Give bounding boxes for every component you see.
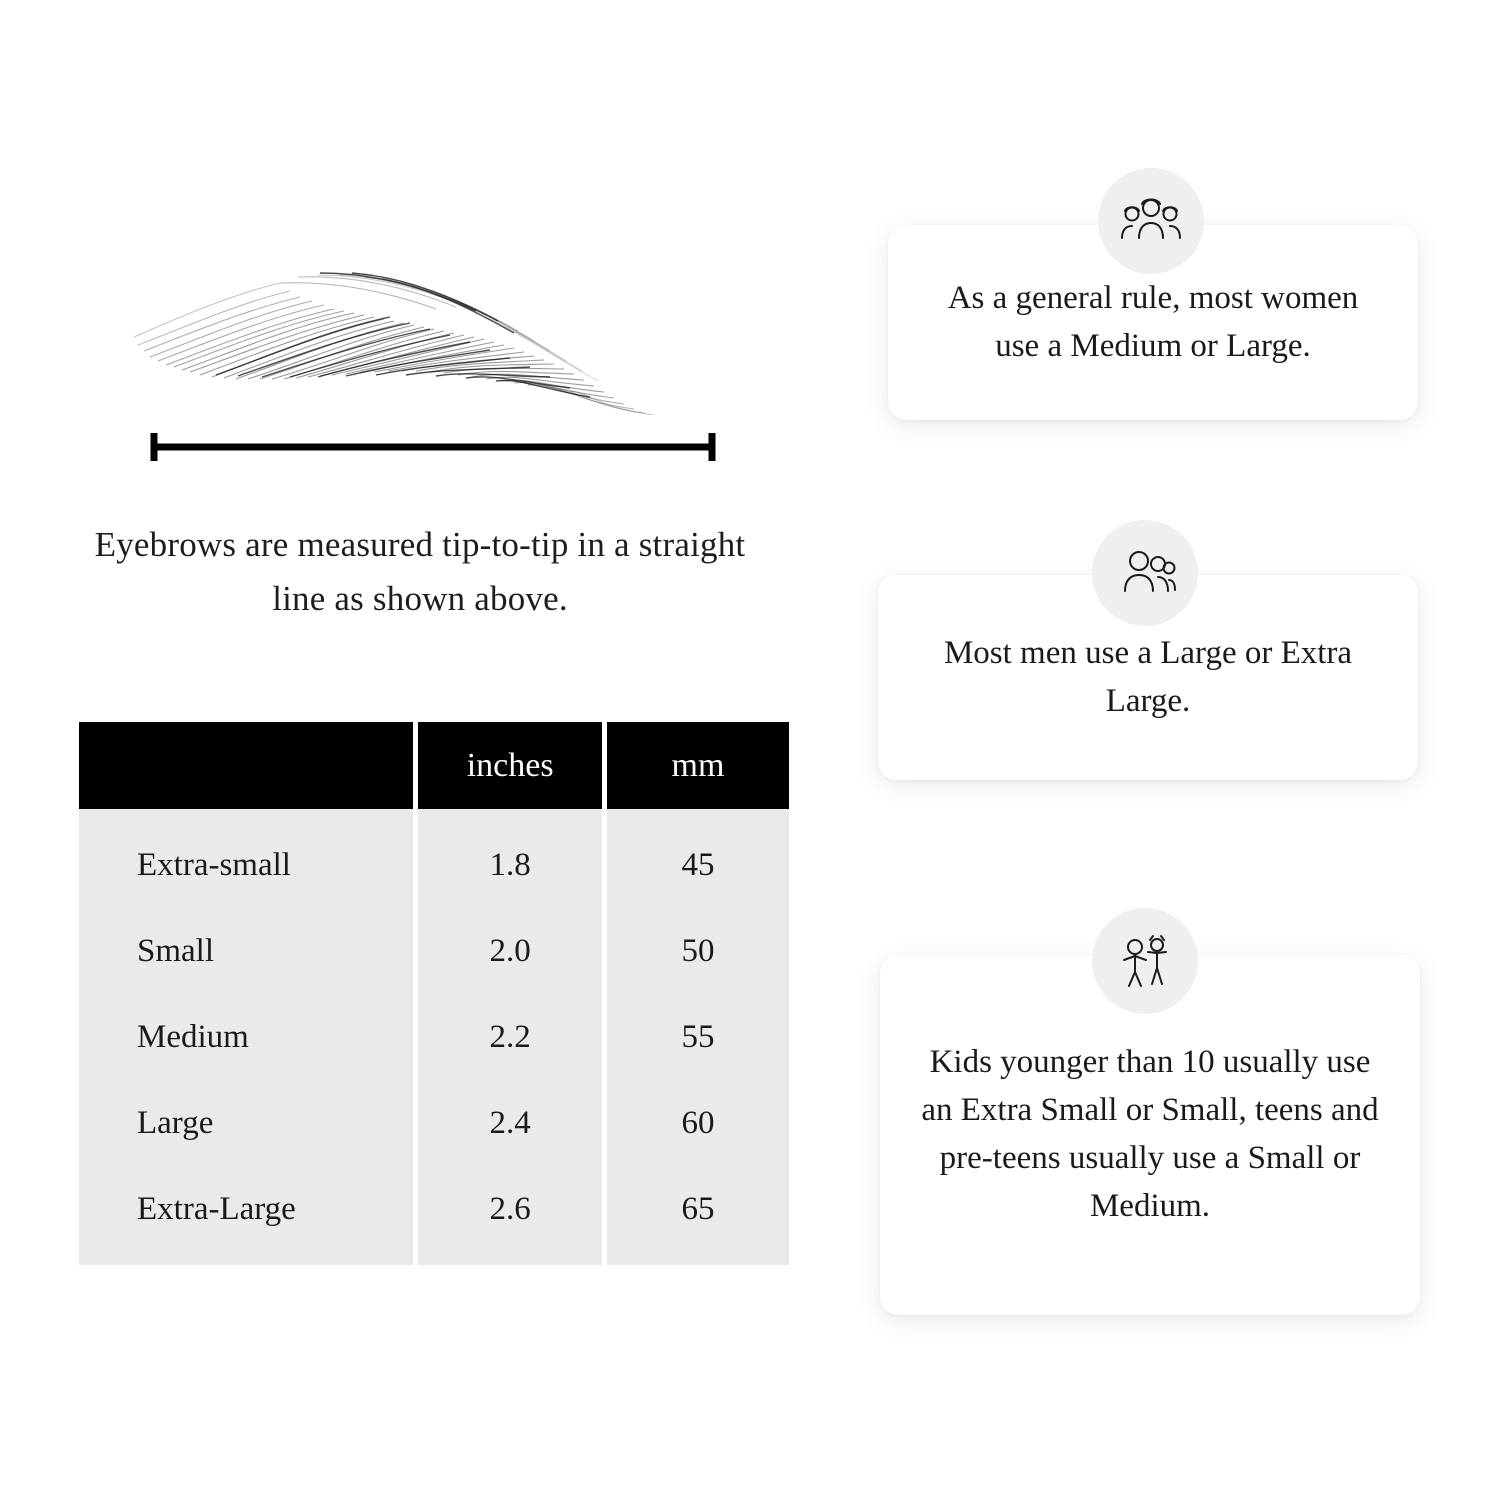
cell-size: Extra-Large [79,1166,413,1265]
cell-size: Extra-small [79,809,413,908]
note-text: As a general rule, most women use a Medium or Large. [947,279,1359,364]
table-row [79,908,789,994]
cell-size: Small [79,908,413,994]
note-text: Kids younger than 10 usually use an Extra Small or Small, teens and pre-teens usually use a Small or Medium. [921,1044,1379,1224]
cell-size: Large [79,1080,413,1166]
cell-size: Medium [79,994,413,1080]
kids-icon [1092,908,1198,1014]
measurement-caption: Eyebrows are measured tip-to-tip in a straight line as shown above. [94,525,746,619]
right-column [830,0,1500,1500]
cell-mm: 45 [607,809,789,908]
women-group-icon [1098,168,1204,274]
cell-mm: 65 [607,1166,789,1265]
measurement-line [148,432,718,462]
cell-inches: 2.0 [418,908,602,994]
size-chart-table [74,722,794,1265]
cell-mm: 60 [607,1080,789,1166]
header-size [79,722,413,809]
eyebrow-illustration [120,225,740,415]
table-row [79,994,789,1080]
table-header-row [79,722,789,809]
cell-mm: 55 [607,994,789,1080]
men-group-icon [1092,520,1198,626]
cell-inches: 1.8 [418,809,602,908]
table-row [79,1080,789,1166]
cell-inches: 2.4 [418,1080,602,1166]
table-row [79,1166,789,1265]
cell-inches: 2.2 [418,994,602,1080]
note-text: Most men use a Large or Extra Large. [943,634,1353,719]
cell-inches: 2.6 [418,1166,602,1265]
table-row [79,809,789,908]
cell-mm: 50 [607,908,789,994]
header-inches: inches [418,722,602,809]
header-mm: mm [607,722,789,809]
